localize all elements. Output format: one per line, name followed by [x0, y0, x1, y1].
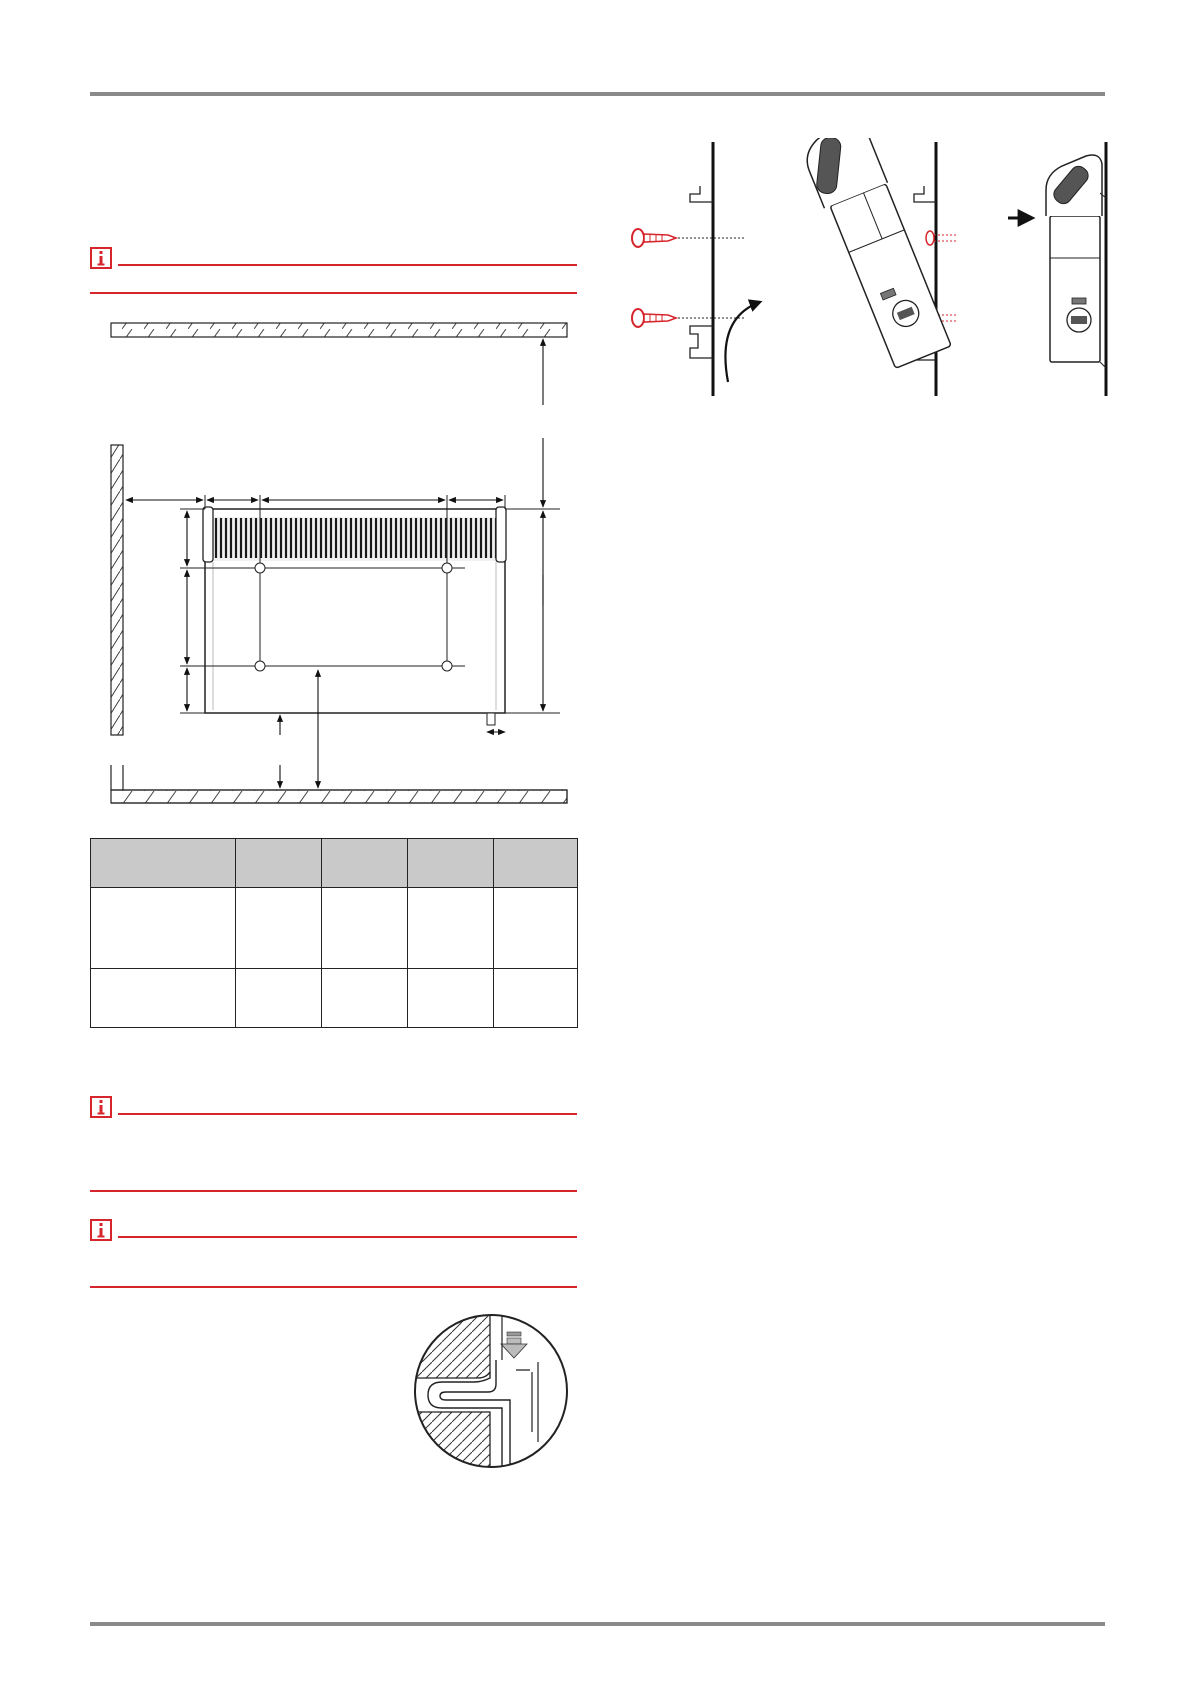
table-header-cell — [322, 839, 408, 888]
header-rule — [90, 92, 1105, 96]
table-cell — [494, 969, 578, 1028]
table-cell — [236, 888, 322, 969]
table-header-cell — [91, 839, 236, 888]
table-header-cell — [236, 839, 322, 888]
notice-bottom-line — [90, 1190, 577, 1192]
table-cell — [494, 888, 578, 969]
table-cell — [91, 969, 236, 1028]
notice-top-line — [118, 1113, 577, 1115]
table-cell — [408, 888, 494, 969]
table-header-row — [91, 839, 578, 888]
notice-bottom-line — [90, 1286, 577, 1288]
wall-mounting-steps-illustration — [620, 138, 1110, 400]
bracket-detail-illustration — [412, 1312, 570, 1470]
info-icon — [90, 1096, 112, 1118]
screw-icon — [632, 309, 676, 327]
table-cell — [322, 969, 408, 1028]
table-cell — [91, 888, 236, 969]
table-cell — [408, 969, 494, 1028]
installation-distance-diagram — [100, 315, 580, 810]
info-icon — [90, 247, 112, 269]
table-header-cell — [494, 839, 578, 888]
table-cell — [322, 888, 408, 969]
footer-rule — [90, 1622, 1105, 1626]
table-cell — [236, 969, 322, 1028]
screw-icon — [632, 229, 676, 247]
notice-top-line — [118, 264, 577, 266]
table-row — [91, 888, 578, 969]
notice-bottom-line — [90, 292, 577, 294]
info-icon — [90, 1219, 112, 1241]
notice-top-line — [118, 1236, 577, 1238]
table-row — [91, 969, 578, 1028]
spec-table — [90, 838, 578, 1028]
table-header-cell — [408, 839, 494, 888]
